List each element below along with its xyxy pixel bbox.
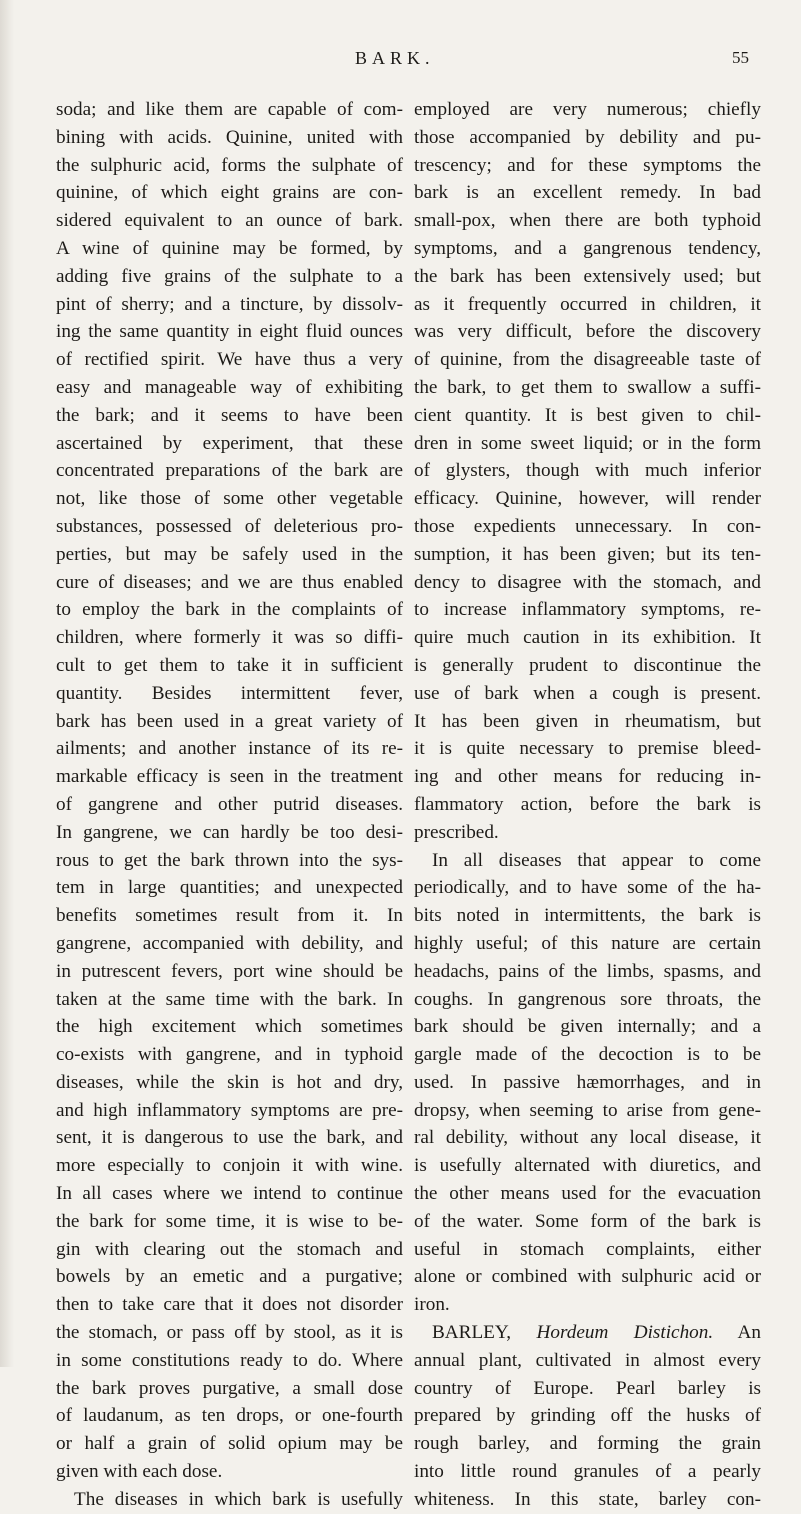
text-line: cient quantity. It is best given to chil- (414, 404, 761, 426)
text-line: is generally prudent to discontinue the (414, 654, 761, 676)
text-line: use of bark when a cough is present. (414, 682, 761, 704)
text-line: and high inflammatory symptoms are pre- (56, 1099, 403, 1121)
text-line: of the water. Some form of the bark is (414, 1210, 761, 1232)
text-line: dropsy, when seeming to arise from gene- (414, 1099, 761, 1121)
text-line: iron. (414, 1294, 450, 1316)
text-line: rous to get the bark thrown into the sys- (56, 849, 403, 871)
text-line: bits noted in intermittents, the bark is (414, 905, 761, 927)
text-line: it is quite necessary to premise bleed- (414, 738, 761, 760)
text-line: cult to get them to take it in sufficient (56, 654, 403, 676)
barley-entry-heading (414, 1319, 761, 1347)
text-line: In all diseases that appear to come (432, 849, 761, 871)
text-line: the bark has been extensively used; but (414, 265, 761, 287)
text-line: quire much caution in its exhibition. It (414, 627, 761, 649)
text-line: of laudanum, as ten drops, or one-fourth (56, 1405, 403, 1427)
text-line: those expedients unnecessary. In con- (414, 515, 761, 537)
running-head: BARK. (355, 48, 435, 68)
text-line: country of Europe. Pearl barley is (414, 1377, 761, 1399)
text-line: the sulphuric acid, forms the sulphate of (56, 154, 403, 176)
text-line: bark is an excellent remedy. In bad (414, 182, 761, 204)
text-line: soda; and like them are capable of com- (56, 99, 403, 120)
text-line: into little round granules of a pearly (414, 1461, 761, 1483)
text-line: in putrescent fevers, port wine should be (56, 960, 403, 982)
text-line: concentrated preparations of the bark are (56, 460, 403, 482)
text-line: dren in some sweet liquid; or in the form (414, 432, 761, 454)
text-line: of rectified spirit. We have thus a very (56, 349, 403, 371)
text-line: was very difficult, before the discovery (414, 321, 761, 343)
entry-text: An (737, 1322, 761, 1344)
text-line: dency to disagree with the stomach, and (414, 571, 761, 593)
text-line: gargle made of the decoction is to be (414, 1044, 761, 1066)
text-line: the other means used for the evacuation (414, 1183, 761, 1205)
text-line: of quinine, from the disagreeable taste of (414, 349, 761, 371)
text-line: children, where formerly it was so diffi- (56, 627, 403, 649)
text-line: to employ the bark in the complaints of (56, 599, 403, 621)
text-line: gin with clearing out the stomach and (56, 1238, 403, 1260)
text-line: the bark proves purgative, a small dose (56, 1377, 403, 1399)
text-line: quantity. Besides intermittent fever, (56, 682, 403, 704)
text-line: In all cases where we intend to continue (56, 1183, 403, 1205)
text-line: ing the same quantity in eight fluid ounces (56, 321, 403, 343)
text-line: ailments; and another instance of its re- (56, 738, 403, 760)
page-number: 55 (732, 48, 749, 67)
text-line: substances, possessed of deleterious pro- (56, 515, 403, 537)
text-line: then to take care that it does not disorder (56, 1294, 403, 1316)
text-line: the bark; and it seems to have been (56, 404, 403, 426)
text-line: rough barley, and forming the grain (414, 1433, 761, 1455)
text-line: of glysters, though with much inferior (414, 460, 761, 482)
text-line: bark has been used in a great variety of (56, 710, 403, 732)
text-line: of gangrene and other putrid diseases. (56, 793, 403, 815)
text-line: as it frequently occurred in children, it (414, 293, 761, 315)
text-line: trescency; and for these symptoms the (414, 154, 761, 176)
text-line: adding five grains of the sulphate to a (56, 265, 403, 287)
text-line: more especially to conjoin it with wine. (56, 1155, 403, 1177)
text-line: co-exists with gangrene, and in typhoid (56, 1044, 403, 1066)
entry-headword: BARLEY, (432, 1322, 512, 1344)
text-line: sidered equivalent to an ounce of bark. (56, 210, 403, 232)
text-line: the bark for some time, it is wise to be- (56, 1210, 403, 1232)
text-line: not, like those of some other vegetable (56, 488, 403, 510)
text-line: alone or combined with sulphuric acid or (414, 1266, 761, 1288)
text-line: In gangrene, we can hardly be too desi- (56, 821, 403, 843)
text-line: benefits sometimes result from it. In (56, 905, 403, 927)
text-line: gangrene, accompanied with debility, and (56, 932, 403, 954)
text-line: bining with acids. Quinine, united with (56, 126, 403, 148)
text-line: employed are very numerous; chiefly (414, 99, 761, 120)
text-line: It has been given in rheumatism, but (414, 710, 761, 732)
text-line: tem in large quantities; and unexpected (56, 877, 403, 899)
text-line: markable efficacy is seen in the treatment (56, 766, 403, 788)
text-line: those accompanied by debility and pu- (414, 126, 761, 148)
text-line: useful in stomach complaints, either (414, 1238, 761, 1260)
page-header (0, 48, 801, 72)
text-line: sumption, it has been given; but its ten- (414, 543, 761, 565)
text-line: given with each dose. (56, 1461, 223, 1483)
text-line: flammatory action, before the bark is (414, 793, 761, 815)
text-line: A wine of quinine may be formed, by (56, 237, 403, 259)
text-line: ing and other means for reducing in- (414, 766, 761, 788)
text-line: the stomach, or pass off by stool, as it is (56, 1322, 403, 1344)
text-line: bark should be given internally; and a (414, 1016, 761, 1038)
text-line: efficacy. Quinine, however, will render (414, 488, 761, 510)
text-line: ral debility, without any local disease, it (414, 1127, 761, 1149)
entry-latin-name: Hordeum Distichon. (536, 1322, 714, 1344)
left-column (56, 96, 403, 1514)
text-line: the high excitement which sometimes (56, 1016, 403, 1038)
text-line: symptoms, and a gangrenous tendency, (414, 237, 761, 259)
text-line: the bark, to get them to swallow a suffi- (414, 376, 761, 398)
text-line: periodically, and to have some of the ha- (414, 877, 761, 899)
text-line: bowels by an emetic and a purgative; (56, 1266, 403, 1288)
text-line: to increase inflammatory symptoms, re- (414, 599, 761, 621)
text-line: quinine, of which eight grains are con- (56, 182, 403, 204)
text-line: small-pox, when there are both typhoid (414, 210, 761, 232)
text-line: highly useful; of this nature are certain (414, 932, 761, 954)
text-line: pint of sherry; and a tincture, by dissolv- (56, 293, 403, 315)
text-line: sent, it is dangerous to use the bark, and (56, 1127, 403, 1149)
text-line: The diseases in which bark is usefully (74, 1488, 403, 1510)
page-edge-shadow (0, 0, 14, 1367)
text-line: cure of diseases; and we are thus enabled (56, 571, 403, 593)
text-line: whiteness. In this state, barley con- (414, 1488, 761, 1510)
text-line: diseases, while the skin is hot and dry, (56, 1071, 403, 1093)
text-line: coughs. In gangrenous sore throats, the (414, 988, 761, 1010)
right-column (414, 96, 761, 1514)
text-line: annual plant, cultivated in almost every (414, 1349, 761, 1371)
text-line: prescribed. (414, 821, 499, 843)
text-line: in some constitutions ready to do. Where (56, 1349, 403, 1371)
text-line: easy and manageable way of exhibiting (56, 376, 403, 398)
text-line: prepared by grinding off the husks of (414, 1405, 761, 1427)
text-line: headachs, pains of the limbs, spasms, and (414, 960, 761, 982)
text-line: taken at the same time with the bark. In (56, 988, 403, 1010)
text-line: used. In passive hæmorrhages, and in (414, 1071, 761, 1093)
text-line: or half a grain of solid opium may be (56, 1433, 403, 1455)
text-line: is usefully alternated with diuretics, and (414, 1155, 761, 1177)
text-line: perties, but may be safely used in the (56, 543, 403, 565)
text-line: ascertained by experiment, that these (56, 432, 403, 454)
